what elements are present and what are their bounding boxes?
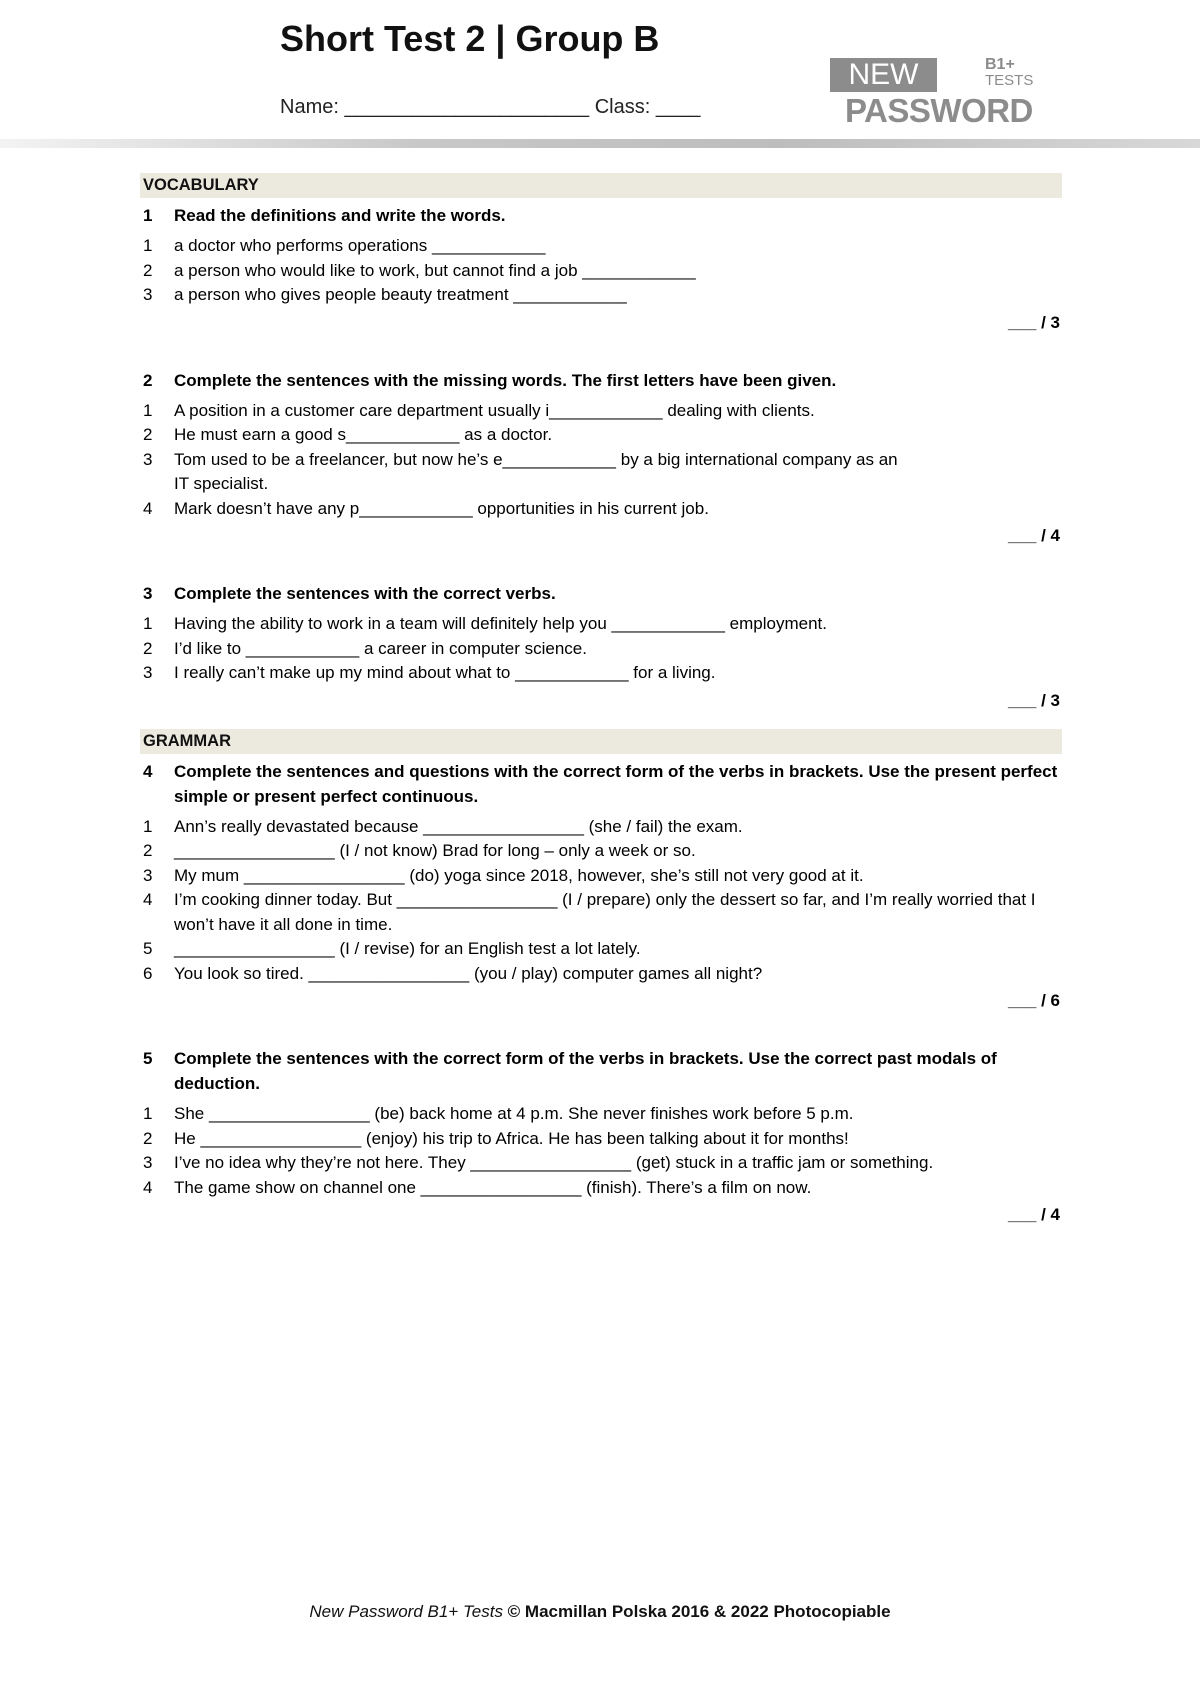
task-instruction bbox=[140, 1046, 1062, 1096]
list-item bbox=[140, 888, 1062, 937]
section-header-vocabulary: VOCABULARY bbox=[140, 173, 1062, 198]
item-number: 4 bbox=[143, 1177, 153, 1197]
item-number: 1 bbox=[143, 816, 153, 836]
task-number: 4 bbox=[143, 761, 153, 781]
item-text: You look so tired. _________________ (you / play) computer games all night? bbox=[174, 963, 763, 983]
item-number: 4 bbox=[143, 498, 153, 518]
item-text: a doctor who performs operations ____________ bbox=[174, 236, 546, 255]
item-number: 3 bbox=[143, 1153, 153, 1172]
item-number: 2 bbox=[143, 260, 153, 280]
list-item bbox=[140, 1176, 1062, 1201]
logo-tests: TESTS bbox=[985, 72, 1034, 89]
item-number: 3 bbox=[143, 865, 153, 885]
item-number: 2 bbox=[143, 1128, 153, 1148]
footer-copyright-text: © Macmillan Polska 2016 & 2022 Photocopiable bbox=[502, 1602, 891, 1621]
item-number: 2 bbox=[143, 638, 153, 658]
task-score: ___ / 4 bbox=[1008, 526, 1060, 545]
task-number: 2 bbox=[143, 370, 153, 390]
item-number: 1 bbox=[143, 236, 153, 255]
list-item bbox=[140, 399, 1062, 424]
task-instruction-text: Read the definitions and write the words. bbox=[174, 206, 506, 225]
list-item bbox=[140, 1127, 1062, 1152]
test-content bbox=[140, 173, 1062, 1226]
task-instruction-text: Complete the sentences and questions with the correct form of the verbs in brackets. Use the present perfect simple or present perfect continuous. bbox=[174, 761, 1058, 806]
item-text: Mark doesn’t have any p____________ opportunities in his current job. bbox=[174, 498, 709, 518]
task-number: 5 bbox=[143, 1049, 153, 1068]
header-divider bbox=[0, 139, 1200, 148]
list-item bbox=[140, 962, 1062, 987]
task-score: ___ / 4 bbox=[1008, 1205, 1060, 1224]
item-number: 1 bbox=[143, 1104, 153, 1123]
item-number: 6 bbox=[143, 963, 153, 983]
item-number: 3 bbox=[143, 285, 153, 304]
item-text: Ann’s really devastated because _________________ (she / fail) the exam. bbox=[174, 816, 743, 836]
item-text: The game show on channel one _________________ (finish). There’s a film on now. bbox=[174, 1177, 812, 1197]
item-number: 3 bbox=[143, 449, 153, 469]
task-number: 1 bbox=[143, 206, 153, 225]
task-items bbox=[140, 612, 1062, 686]
item-text: I’m cooking dinner today. But _________________ (I / prepare) only the dessert so far, and I’m really worried that I won’t have it all done in time. bbox=[174, 890, 1036, 934]
item-text: She _________________ (be) back home at 4 p.m. She never finishes work before 5 p.m. bbox=[174, 1104, 854, 1123]
item-text: My mum _________________ (do) yoga since 2018, however, she’s still not very good at it. bbox=[174, 865, 864, 885]
list-item bbox=[140, 497, 1062, 522]
task-instruction-text: Complete the sentences with the correct form of the verbs in brackets. Use the correct past modals of deduction. bbox=[174, 1049, 997, 1093]
list-item bbox=[140, 661, 1062, 686]
task-score: ___ / 3 bbox=[1008, 690, 1060, 710]
logo-password: PASSWORD bbox=[845, 92, 1033, 129]
item-text: A position in a customer care department usually i____________ dealing with clients. bbox=[174, 400, 815, 420]
item-text: Having the ability to work in a team will definitely help you ____________ employment. bbox=[174, 614, 827, 633]
task-score: ___ / 6 bbox=[1008, 991, 1060, 1010]
list-item bbox=[140, 234, 1062, 259]
list-item bbox=[140, 815, 1062, 840]
task-items bbox=[140, 1102, 1062, 1200]
item-text: a person who gives people beauty treatment ____________ bbox=[174, 285, 627, 304]
list-item bbox=[140, 839, 1062, 864]
list-item bbox=[140, 937, 1062, 962]
item-text: _________________ (I / not know) Brad for long – only a week or so. bbox=[174, 841, 696, 860]
task-items bbox=[140, 815, 1062, 987]
section-header-grammar: GRAMMAR bbox=[140, 729, 1062, 754]
item-text: Tom used to be a freelancer, but now he’s e____________ by a big international company as an IT specialist. bbox=[174, 449, 898, 493]
task-instruction bbox=[140, 581, 1062, 606]
list-item bbox=[140, 637, 1062, 662]
item-text: I’ve no idea why they’re not here. They _________________ (get) stuck in a traffic jam or something. bbox=[174, 1153, 934, 1172]
task-score: ___ / 3 bbox=[1008, 312, 1060, 332]
list-item bbox=[140, 1151, 1062, 1176]
page-title: Short Test 2 | Group B bbox=[280, 18, 660, 59]
task-instruction bbox=[140, 203, 1062, 228]
item-number: 1 bbox=[143, 614, 153, 633]
footer-copyright bbox=[0, 1602, 1200, 1622]
item-number: 3 bbox=[143, 663, 153, 682]
task-instruction bbox=[140, 368, 1062, 393]
list-item bbox=[140, 1102, 1062, 1127]
task-instruction-text: Complete the sentences with the missing words. The first letters have been given. bbox=[174, 370, 837, 390]
item-number: 2 bbox=[143, 425, 153, 444]
list-item bbox=[140, 283, 1062, 308]
task-instruction-text: Complete the sentences with the correct verbs. bbox=[174, 584, 556, 603]
item-text: a person who would like to work, but cannot find a job ____________ bbox=[174, 260, 696, 280]
task-number: 3 bbox=[143, 584, 153, 603]
item-text: He must earn a good s____________ as a doctor. bbox=[174, 425, 553, 444]
task-instruction bbox=[140, 759, 1062, 809]
item-text: I’d like to ____________ a career in computer science. bbox=[174, 638, 587, 658]
item-text: I really can’t make up my mind about what to ____________ for a living. bbox=[174, 663, 716, 682]
list-item bbox=[140, 864, 1062, 889]
item-text: _________________ (I / revise) for an English test a lot lately. bbox=[174, 939, 641, 958]
list-item bbox=[140, 423, 1062, 448]
footer-book-title: New Password B1+ Tests bbox=[309, 1602, 503, 1621]
name-class-line: Name: ______________________ Class: ____ bbox=[280, 96, 701, 118]
item-number: 1 bbox=[143, 400, 153, 420]
list-item bbox=[140, 259, 1062, 284]
logo-new: NEW bbox=[830, 58, 937, 92]
list-item bbox=[140, 448, 1062, 497]
task-items bbox=[140, 234, 1062, 308]
list-item bbox=[140, 612, 1062, 637]
item-number: 4 bbox=[143, 890, 153, 909]
logo-level: B1+ bbox=[985, 56, 1015, 73]
item-number: 5 bbox=[143, 939, 153, 958]
task-items bbox=[140, 399, 1062, 522]
item-text: He _________________ (enjoy) his trip to Africa. He has been talking about it for months! bbox=[174, 1128, 849, 1148]
item-number: 2 bbox=[143, 841, 153, 860]
